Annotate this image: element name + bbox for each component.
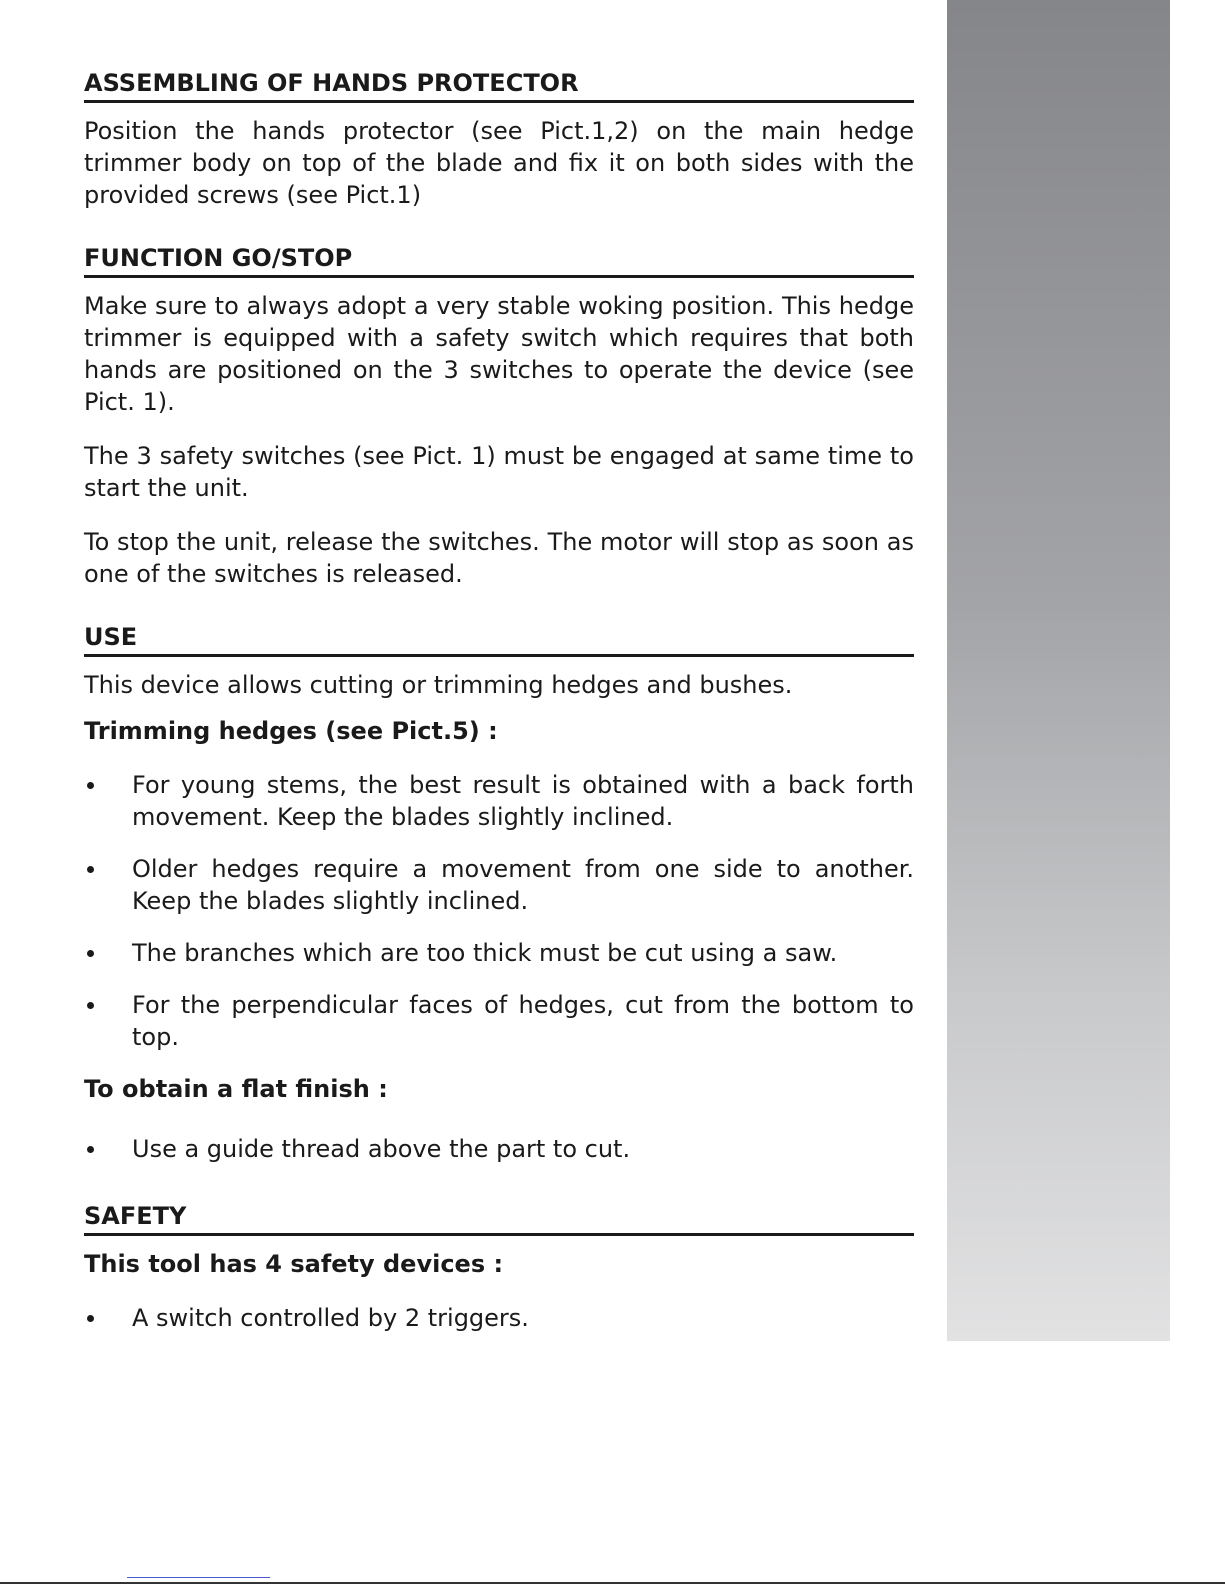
- bullet-icon: [87, 1002, 94, 1009]
- subheading-flat-finish: To obtain a flat finish :: [84, 1075, 388, 1103]
- paragraph-function-1: Make sure to always adopt a very stable woking position. This hedge trimmer is equipped with a safety switch which requires that both hands are positioned on the 3 switches to operate the device (see Pict. 1).: [84, 292, 914, 416]
- bullet-icon: [87, 1146, 94, 1153]
- heading-safety: SAFETY: [84, 1201, 914, 1236]
- list-item: [84, 769, 914, 833]
- bullet-icon: [87, 950, 94, 957]
- bottom-rule: [0, 1582, 1225, 1584]
- list-item-text: A switch controlled by 2 triggers.: [132, 1304, 529, 1332]
- list-item: [84, 989, 914, 1053]
- paragraph-function-2: The 3 safety switches (see Pict. 1) must be engaged at same time to start the unit.: [84, 442, 914, 502]
- list-safety: [84, 1302, 914, 1334]
- paragraph-function-3: To stop the unit, release the switches. The motor will stop as soon as one of the switches is released.: [84, 528, 914, 588]
- subheading-safety-devices: This tool has 4 safety devices :: [84, 1250, 504, 1278]
- list-trimming: [84, 769, 914, 1053]
- list-item-text: The branches which are too thick must be cut using a saw.: [132, 939, 838, 967]
- list-item: [84, 1133, 914, 1165]
- side-gradient-band: [947, 0, 1170, 1341]
- list-item-text: Use a guide thread above the part to cut.: [132, 1135, 631, 1163]
- paragraph-use-intro: This device allows cutting or trimming hedges and bushes.: [84, 671, 793, 699]
- list-flat-finish: [84, 1133, 914, 1165]
- subheading-trimming-hedges: Trimming hedges (see Pict.5) :: [84, 717, 498, 745]
- list-item: [84, 937, 914, 969]
- list-item: [84, 853, 914, 917]
- list-item-text: For the perpendicular faces of hedges, cut from the bottom to top.: [132, 991, 914, 1051]
- list-item: [84, 1302, 914, 1334]
- bullet-icon: [87, 866, 94, 873]
- heading-hands-protector: ASSEMBLING OF HANDS PROTECTOR: [84, 68, 914, 103]
- bullet-icon: [87, 782, 94, 789]
- footer-link-underline: [127, 1577, 270, 1578]
- manual-page-content: [84, 68, 914, 1354]
- heading-use: USE: [84, 622, 914, 657]
- heading-function-go-stop: FUNCTION GO/STOP: [84, 243, 914, 278]
- list-item-text: Older hedges require a movement from one side to another. Keep the blades slightly inclined.: [132, 855, 914, 915]
- paragraph-hands-protector: Position the hands protector (see Pict.1,2) on the main hedge trimmer body on top of the blade and fix it on both sides with the provided screws (see Pict.1): [84, 117, 914, 209]
- list-item-text: For young stems, the best result is obtained with a back forth movement. Keep the blades slightly inclined.: [132, 771, 914, 831]
- bullet-icon: [87, 1315, 94, 1322]
